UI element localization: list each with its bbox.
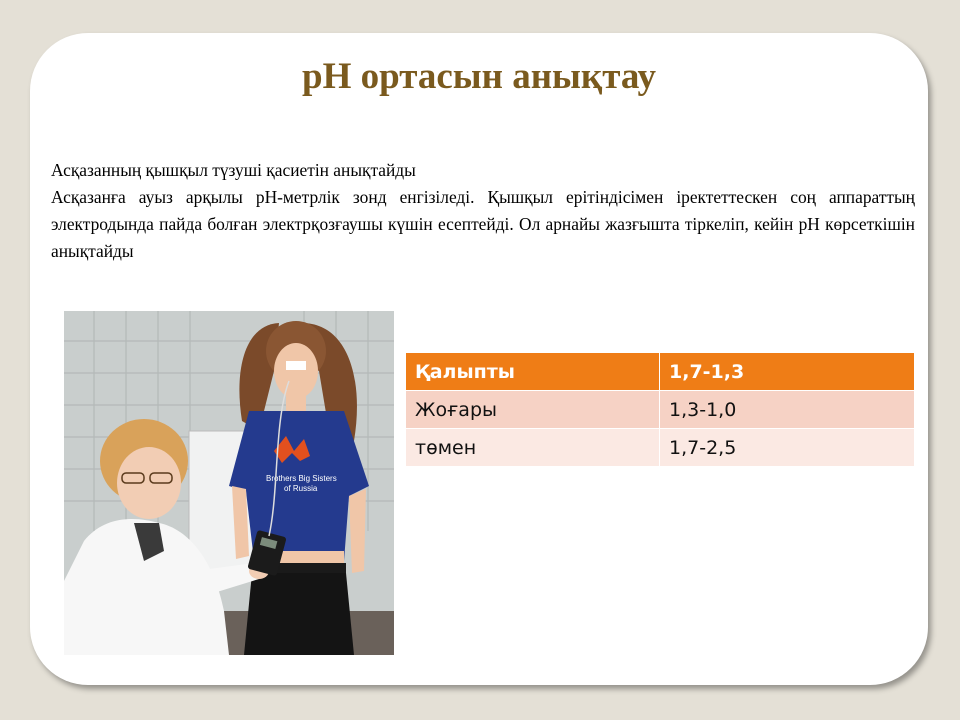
row-value-cell: 1,3-1,0 [660,391,915,429]
header-label-cell: Қалыпты [406,353,660,391]
row-label-cell: Жоғары [406,391,660,429]
ph-table [405,352,915,467]
slide-title: pH ортасын анықтау [302,56,656,97]
header-value-cell: 1,7-1,3 [660,353,915,391]
shirt-text-1: Brothers Big Sisters [266,474,337,483]
photo-ph-measurement [64,311,394,655]
slide [30,33,928,685]
row-value-cell: 1,7-2,5 [660,429,915,467]
shirt-text-2: of Russia [284,484,318,493]
table-row [406,429,915,467]
table-row [406,391,915,429]
paragraph-1: Асқазанның қышқыл түзуші қасиетін анықтайды [51,160,416,180]
table-header-row [406,353,915,391]
body-text [51,157,915,265]
row-label-cell: төмен [406,429,660,467]
paragraph-2: Асқазанға ауыз арқылы рН-метрлік зонд енгізіледі. Қышқыл ерітіндісімен іректеттескен соң аппараттың электродында пайда болған электрқозғаушы күшін есептейді. Ол арнайы жазғышта тіркеліп, кейін рН көрсеткішін анықтайды [51,187,915,261]
